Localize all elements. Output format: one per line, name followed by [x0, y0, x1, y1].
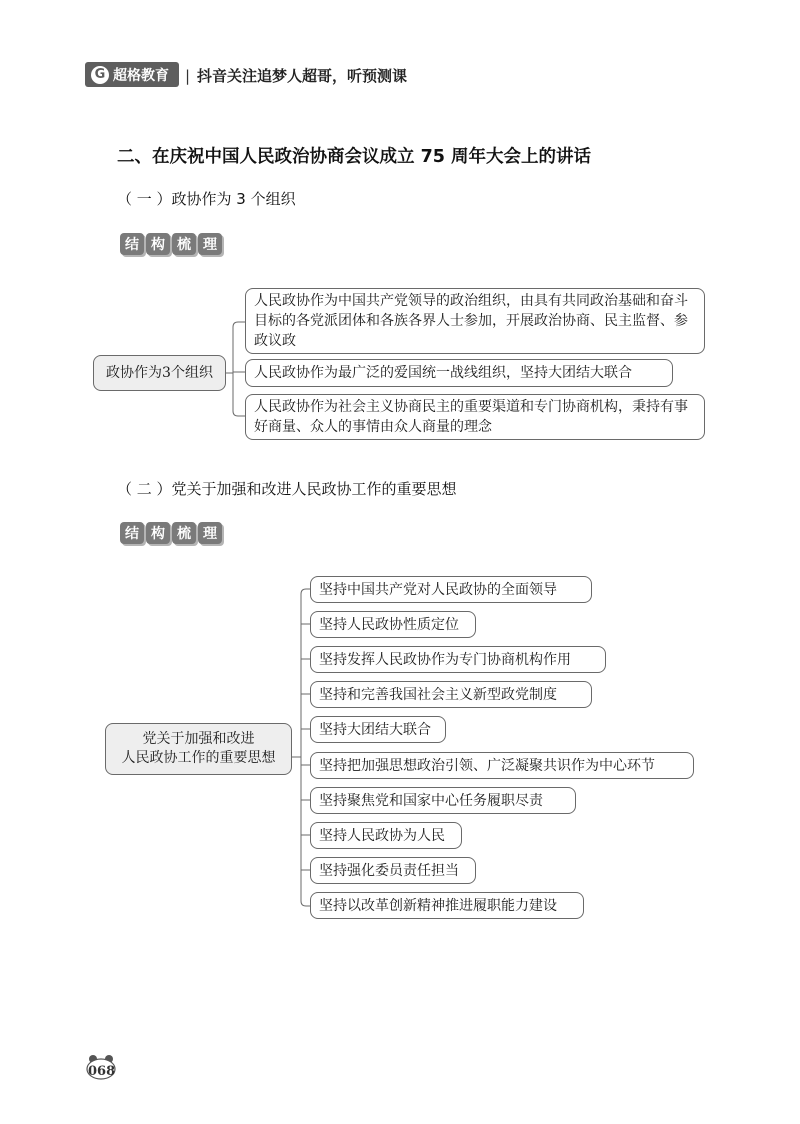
- header-slogan: 抖音关注追梦人超哥，听预测课: [197, 67, 408, 85]
- part2-item: 坚持和完善我国社会主义新型政党制度: [310, 681, 592, 708]
- part2-item: 坚持大团结大联合: [310, 716, 446, 743]
- part1-item-united-front: 人民政协作为最广泛的爱国统一战线组织，坚持大团结大联合: [245, 359, 673, 387]
- part2-root-node: [105, 723, 292, 775]
- part2-item: 坚持以改革创新精神推进履职能力建设: [310, 892, 584, 919]
- part1-root-node: 政协作为3个组织: [93, 355, 226, 391]
- part2-item: 坚持强化委员责任担当: [310, 857, 476, 884]
- part2-item: 坚持发挥人民政协作为专门协商机构作用: [310, 646, 606, 673]
- badge-char: 结: [120, 233, 144, 255]
- part2-item: 坚持人民政协性质定位: [310, 611, 476, 638]
- part1-item-consultation: 人民政协作为社会主义协商民主的重要渠道和专门协商机构，秉持有事好商量、众人的事情由众人商量的理念: [245, 394, 705, 440]
- part1-item-political-org: 人民政协作为中国共产党领导的政治组织，由具有共同政治基础和奋斗目标的各党派团体和各族各界人士参加，开展政治协商、民主监督、参政议政: [245, 288, 705, 354]
- badge-char: 理: [198, 233, 222, 255]
- part2-root-line2: 人民政协工作的重要思想: [121, 750, 276, 766]
- page-number: 068: [88, 1064, 116, 1079]
- badge-char: 梳: [172, 233, 196, 255]
- part1-heading: （ 一 ）政协作为 3 个组织: [117, 190, 296, 208]
- badge-char: 构: [146, 233, 170, 255]
- structure-badge-2: [120, 522, 222, 544]
- logo-g-icon: G: [91, 66, 109, 84]
- badge-char: 结: [120, 522, 144, 544]
- part2-item: 坚持中国共产党对人民政协的全面领导: [310, 576, 592, 603]
- badge-char: 构: [146, 522, 170, 544]
- part2-item: 坚持聚焦党和国家中心任务履职尽责: [310, 787, 576, 814]
- part2-root-line1: 党关于加强和改进: [142, 731, 255, 747]
- logo-text: 超格教育: [113, 67, 169, 84]
- section-title: 二、在庆祝中国人民政治协商会议成立 75 周年大会上的讲话: [117, 147, 592, 167]
- badge-char: 梳: [172, 522, 196, 544]
- part2-item: 坚持把加强思想政治引领、广泛凝聚共识作为中心环节: [310, 752, 694, 779]
- header-separator: |: [185, 67, 191, 85]
- part2-item: 坚持人民政协为人民: [310, 822, 462, 849]
- badge-char: 理: [198, 522, 222, 544]
- part2-heading: （ 二 ）党关于加强和改进人民政协工作的重要思想: [117, 480, 457, 498]
